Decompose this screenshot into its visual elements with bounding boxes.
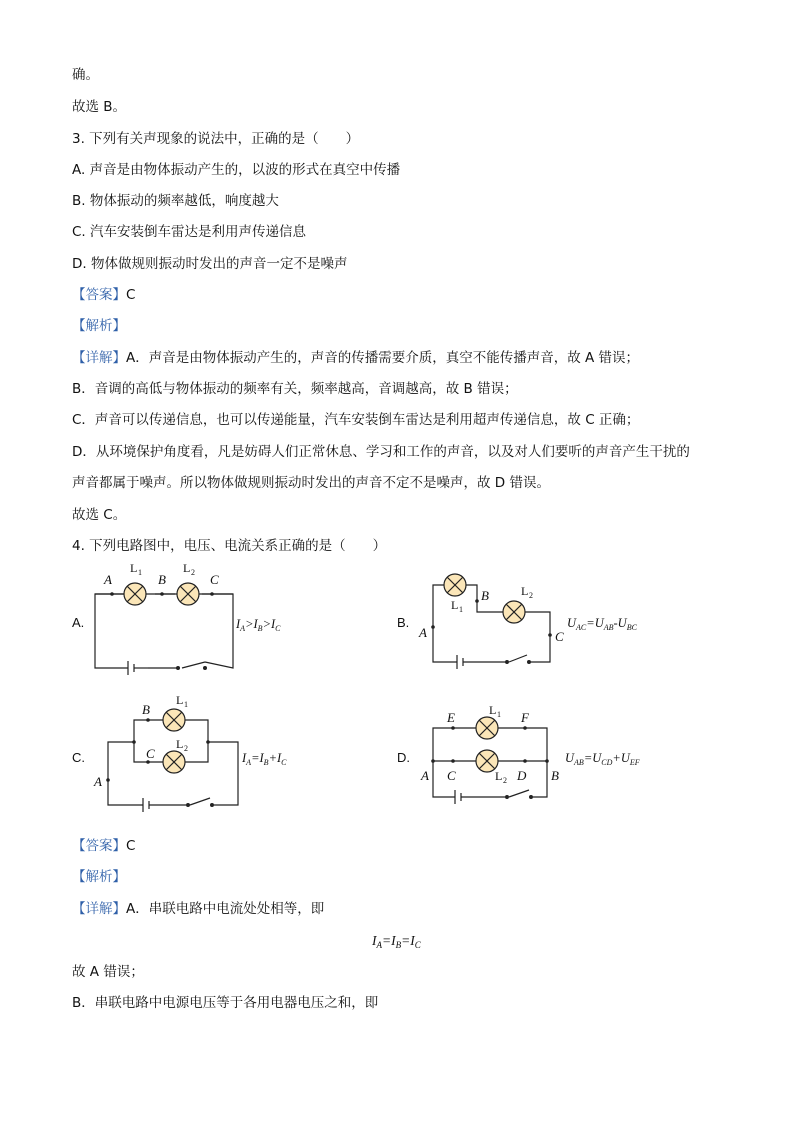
detail-text: A．串联电路中电流处处相等，即 — [126, 901, 325, 917]
lamp-sub: 2 — [184, 744, 188, 753]
point-label: B — [158, 572, 166, 587]
circuit-b-option-label: B. — [397, 615, 410, 630]
q3-conclusion: 故选 C。 — [72, 507, 127, 523]
circuit-a-option-label: A. — [72, 615, 85, 630]
question-4-stem: 4. 下列电路图中，电压、电流关系正确的是（ ） — [72, 538, 387, 554]
q4-analysis-tag: 【解析】 — [72, 869, 126, 885]
answer-value: C — [126, 287, 136, 303]
q4-detail-b: B．串联电路中电源电压等于各用电器电压之和，即 — [72, 995, 379, 1011]
circuit-c-option-label: C. — [72, 750, 85, 765]
q4-formula: $I_A=I_B=I_C$ — [372, 933, 421, 950]
q3-option-d: D. 物体做规则振动时发出的声音一定不是噪声 — [72, 256, 348, 272]
q4-detail-a — [72, 900, 324, 918]
lamp-sub: 1 — [138, 568, 142, 577]
q3-detail-d2: 声音都属于噪声。所以物体做规则振动时发出的声音不定不是噪声，故 D 错误。 — [72, 475, 550, 491]
lamp-l2-icon — [177, 583, 199, 605]
lamp-label: L — [489, 703, 497, 717]
point-label: A — [421, 768, 429, 783]
point-label: E — [447, 710, 455, 725]
q3-answer — [72, 286, 135, 304]
circuit-a-diagram — [90, 558, 310, 678]
q3-detail-b: B．音调的高低与物体振动的频率有关，频率越高，音调越高，故 B 错误； — [72, 381, 518, 397]
relation-label: $I_A=I_B+I_C$ — [242, 751, 287, 767]
lamp-label: L — [495, 769, 503, 783]
point-label: A — [94, 774, 102, 789]
relation-label: $I_A>I_B>I_C$ — [236, 617, 281, 633]
circuit-d-option-label: D. — [397, 750, 410, 765]
text-line: 故选 B。 — [72, 99, 127, 115]
point-label: C — [555, 629, 564, 644]
q3-option-b: B. 物体振动的频率越低，响度越大 — [72, 193, 279, 209]
relation-label: $U_{AB}=U_{CD}+U_{EF}$ — [565, 751, 640, 767]
lamp-l1-icon — [444, 574, 466, 596]
point-label: B — [551, 768, 559, 783]
q3-option-a: A. 声音是由物体振动产生的，以波的形式在真空中传播 — [72, 162, 401, 178]
q3-analysis-tag: 【解析】 — [72, 318, 126, 334]
lamp-label: L — [521, 584, 529, 598]
lamp-l1-icon — [476, 717, 498, 739]
point-label: C — [210, 572, 219, 587]
lamp-sub: 1 — [497, 710, 501, 719]
point-label: A — [419, 625, 427, 640]
relation-label: $U_{AC}=U_{AB}-U_{BC}$ — [567, 616, 637, 632]
q3-detail-d1: D．从环境保护角度看，凡是妨碍人们正常休息、学习和工作的声音，以及对人们要听的声音产生干扰的 — [72, 444, 690, 460]
q4-answer — [72, 837, 135, 855]
lamp-sub: 2 — [529, 591, 533, 600]
point-label: F — [521, 710, 529, 725]
point-label: D — [517, 768, 527, 783]
lamp-label: L — [130, 561, 138, 575]
q4-a-wrong: 故 A 错误； — [72, 964, 144, 980]
circuit-c-diagram — [88, 690, 308, 815]
point-label: A — [104, 572, 112, 587]
lamp-sub: 1 — [459, 605, 463, 614]
answer-tag: 【答案】 — [72, 838, 126, 854]
point-label: C — [146, 746, 155, 761]
lamp-label: L — [451, 598, 459, 612]
circuit-b-diagram — [415, 565, 665, 675]
lamp-l1-icon — [163, 709, 185, 731]
detail-tag: 【详解】 — [72, 350, 126, 366]
detail-text: A．声音是由物体振动产生的，声音的传播需要介质，真空不能传播声音，故 A 错误； — [126, 350, 640, 366]
lamp-sub: 2 — [191, 568, 195, 577]
lamp-sub: 1 — [184, 700, 188, 709]
lamp-label: L — [176, 693, 184, 707]
point-label: B — [481, 588, 489, 603]
q3-detail-a — [72, 349, 639, 367]
lamp-l2-icon — [503, 601, 525, 623]
lamp-l2-icon — [163, 751, 185, 773]
question-3-stem: 3. 下列有关声现象的说法中，正确的是（ ） — [72, 131, 360, 147]
q3-detail-c: C．声音可以传递信息，也可以传递能量，汽车安装倒车雷达是利用超声传递信息，故 C 正确； — [72, 412, 640, 428]
q3-option-c: C. 汽车安装倒车雷达是利用声传递信息 — [72, 224, 307, 240]
lamp-l1-icon — [124, 583, 146, 605]
lamp-label: L — [176, 737, 184, 751]
point-label: C — [447, 768, 456, 783]
lamp-label: L — [183, 561, 191, 575]
detail-tag: 【详解】 — [72, 901, 126, 917]
point-label: B — [142, 702, 150, 717]
text-line: 确。 — [72, 67, 99, 83]
circuit-d-diagram — [415, 700, 665, 810]
lamp-sub: 2 — [503, 776, 507, 785]
answer-value: C — [126, 838, 136, 854]
answer-tag: 【答案】 — [72, 287, 126, 303]
